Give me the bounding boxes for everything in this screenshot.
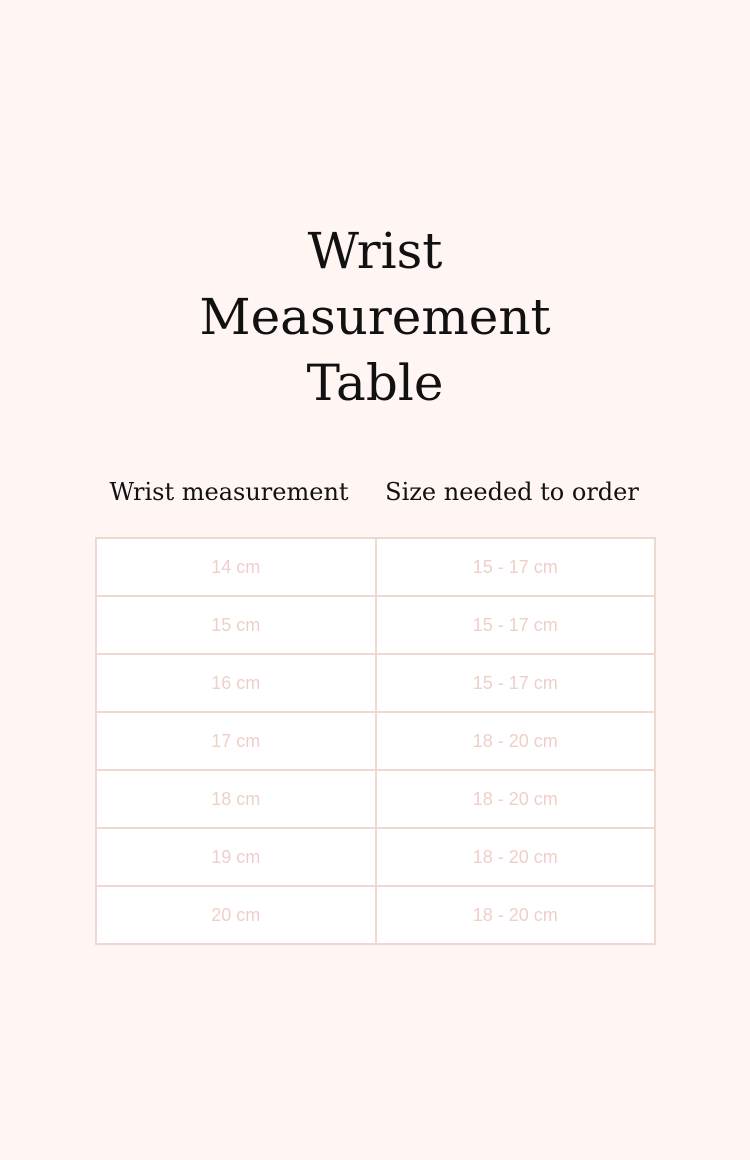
table-row bbox=[96, 538, 655, 596]
table-row bbox=[96, 596, 655, 654]
size-cell: 18 - 20 cm bbox=[376, 886, 656, 944]
size-cell: 15 - 17 cm bbox=[376, 538, 656, 596]
wrist-cell: 19 cm bbox=[96, 828, 376, 886]
size-cell: 15 - 17 cm bbox=[376, 596, 656, 654]
wrist-cell: 15 cm bbox=[96, 596, 376, 654]
table-row bbox=[96, 828, 655, 886]
title-line-2: Measurement bbox=[199, 288, 551, 346]
size-cell: 18 - 20 cm bbox=[376, 712, 656, 770]
size-cell: 18 - 20 cm bbox=[376, 828, 656, 886]
column-header-wrist: Wrist measurement bbox=[109, 478, 349, 506]
wrist-cell: 18 cm bbox=[96, 770, 376, 828]
wrist-cell: 14 cm bbox=[96, 538, 376, 596]
column-header-size: Size needed to order bbox=[385, 478, 639, 506]
size-cell: 15 - 17 cm bbox=[376, 654, 656, 712]
table-column-headers bbox=[95, 474, 655, 510]
table-row bbox=[96, 712, 655, 770]
wrist-cell: 16 cm bbox=[96, 654, 376, 712]
wrist-cell: 20 cm bbox=[96, 886, 376, 944]
page-title bbox=[0, 218, 750, 416]
wrist-size-table bbox=[95, 537, 656, 945]
wrist-cell: 17 cm bbox=[96, 712, 376, 770]
title-line-3: Table bbox=[306, 354, 444, 412]
size-cell: 18 - 20 cm bbox=[376, 770, 656, 828]
title-line-1: Wrist bbox=[307, 222, 443, 280]
table-row bbox=[96, 770, 655, 828]
table-row bbox=[96, 886, 655, 944]
table-row bbox=[96, 654, 655, 712]
